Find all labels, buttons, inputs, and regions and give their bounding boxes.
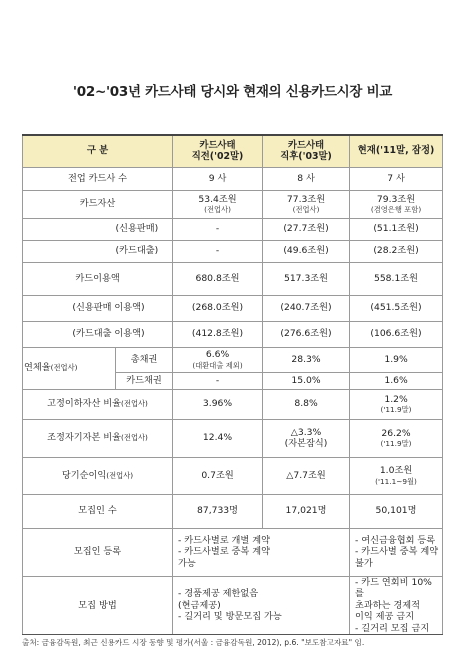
page-title: '02~'03년 카드사태 당시와 현재의 신용카드시장 비교 [72, 84, 393, 100]
table-row: (카드대출) - (49.6조원) (28.2조원) [23, 240, 443, 262]
header-pre-crisis: 카드사태 직전('02말) [173, 135, 263, 167]
table-row: (신용판매 이용액) (268.0조원) (240.7조원) (451.5조원) [23, 295, 443, 321]
table-header-row [23, 135, 443, 167]
recruit-method-current: - 카드 연회비 10%를 초과하는 경제적 이익 제공 금지 - 길거리 모집 금지 [350, 576, 443, 635]
table-row: 조정자기자본 비율(전업사) 12.4% △3.3% (자본잠식) 26.2% ('11.9말) [23, 419, 443, 457]
source-note: 출처: 금융감독원, 최근 신용카드 시장 동향 및 평가(서울 : 금융감독원, 2012), p.6. "보도참고자료" 임. [22, 638, 365, 647]
table-row [23, 528, 443, 576]
row-label-card-assets: 카드자산 [23, 190, 173, 218]
table-row [23, 576, 443, 635]
table-row: 카드자산 53.4조원 (전업사) 77.3조원 (전업사) 79.3조원 (겸영은행 포함) [23, 190, 443, 218]
comparison-table [22, 134, 443, 635]
table-row: 연체율(전업사) 총채권 6.6% (대환대출 제외) 28.3% 1.9% [23, 347, 443, 372]
table-row: 카드채권 - 15.0% 1.6% [23, 372, 443, 389]
header-post-crisis: 카드사태 직후('03말) [263, 135, 350, 167]
table-row: 모집인 수 87,733명 17,021명 50,101명 [23, 494, 443, 528]
header-current: 현재('11말, 잠정) [350, 135, 443, 167]
recruiter-registration-past: - 카드사별로 개별 계약 - 카드사별로 중복 계약 가능 [173, 528, 350, 576]
row-label-credit-sales: (신용판매) [116, 218, 173, 240]
row-label-delinquency: 연체율(전업사) [23, 347, 116, 389]
header-category: 구 분 [23, 135, 173, 167]
row-label-usage: 카드이용액 [23, 262, 173, 295]
row-label-recruit-method: 모집 방법 [23, 576, 173, 635]
row-label-net-income: 당기순이익(전업사) [23, 457, 173, 494]
recruiter-registration-current: - 여신금융협회 등록 - 카드사별 중복 계약 불가 [350, 528, 443, 576]
row-label-capital: 조정자기자본 비율(전업사) [23, 419, 173, 457]
row-label-card-loans: (카드대출) [116, 240, 173, 262]
table-row: (신용판매) - (27.7조원) (51.1조원) [23, 218, 443, 240]
table-row: 고정이하자산 비율(전업사) 3.96% 8.8% 1.2% ('11.9말) [23, 389, 443, 419]
row-label-usage-sales: (신용판매 이용액) [23, 295, 173, 321]
row-label-card-companies: 전업 카드사 수 [23, 167, 173, 190]
row-label-total-receivables: 총채권 [116, 347, 173, 372]
row-label-recruiters: 모집인 수 [23, 494, 173, 528]
row-label-card-receivables: 카드채권 [116, 372, 173, 389]
row-label-usage-loans: (카드대출 이용액) [23, 321, 173, 347]
row-label-recruiter-registration: 모집인 등록 [23, 528, 173, 576]
row-label-substandard: 고정이하자산 비율(전업사) [23, 389, 173, 419]
table-row: 전업 카드사 수 9 사 8 사 7 사 [23, 167, 443, 190]
table-row: (카드대출 이용액) (412.8조원) (276.6조원) (106.6조원) [23, 321, 443, 347]
table-row: 카드이용액 680.8조원 517.3조원 558.1조원 [23, 262, 443, 295]
table-row: 당기순이익(전업사) 0.7조원 △7.7조원 1.0조원 ('11.1~9월) [23, 457, 443, 494]
recruit-method-past: - 경품제공 제한없음 (현금제공) - 길거리 및 방문모집 가능 [173, 576, 350, 635]
